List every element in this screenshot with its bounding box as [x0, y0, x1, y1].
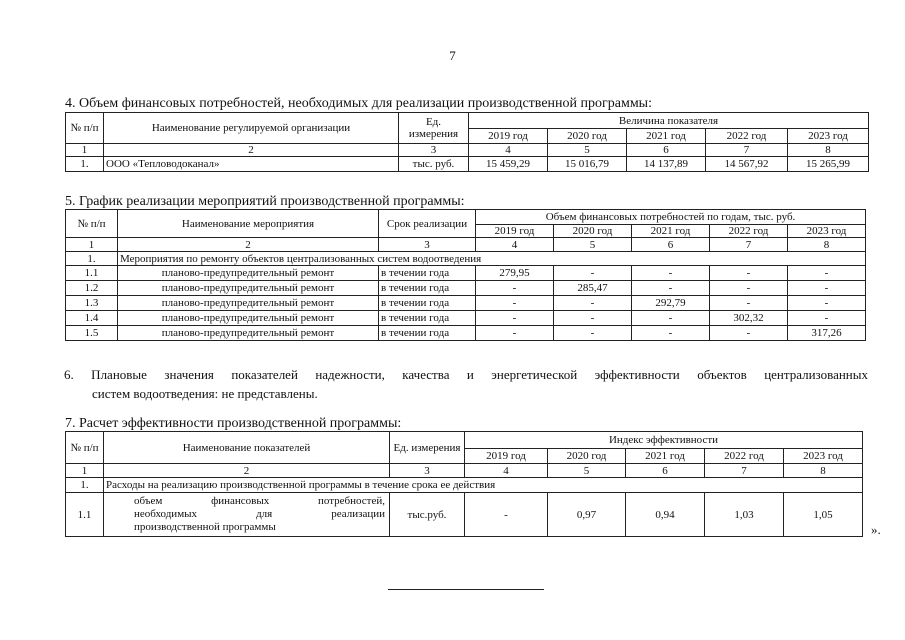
s7-row-value: 0,94 [626, 493, 705, 537]
s7-group-no: 1. [66, 478, 104, 493]
section5-heading: 5. График реализации мероприятий производственной программы: [65, 194, 465, 209]
section6-line1: 6. Плановые значения показателей надежности, качества и энергетической эффективности объектов централизованных [64, 367, 868, 382]
s7-col-group: Индекс эффективности [465, 432, 863, 449]
section7-table [65, 431, 863, 537]
s7-index-cell: 5 [548, 464, 626, 478]
section5-table [65, 209, 866, 341]
closing-quote-mark: ». [871, 522, 881, 537]
s4-index-cell: 8 [788, 144, 869, 157]
s4-index-cell: 4 [469, 144, 548, 157]
s7-col-name: Наименование показателей [104, 432, 390, 464]
s7-row-value: - [465, 493, 548, 537]
s4-year: 2020 год [548, 129, 627, 144]
s7-index-cell: 1 [66, 464, 104, 478]
s5-group-no: 1. [66, 252, 118, 266]
s7-index-cell: 3 [390, 464, 465, 478]
s5-row-term: в течении года [379, 296, 476, 311]
s7-row-unit: тыс.руб. [390, 493, 465, 537]
s7-row-name [104, 493, 390, 537]
s5-col-name: Наименование мероприятия [118, 210, 379, 238]
s7-index-cell: 2 [104, 464, 390, 478]
s5-row-value: - [788, 281, 866, 296]
s5-row-value: - [554, 326, 632, 341]
s5-row-value: 279,95 [476, 266, 554, 281]
s5-year: 2019 год [476, 225, 554, 238]
s5-index-cell: 2 [118, 238, 379, 252]
s4-row-no: 1. [66, 157, 104, 172]
s4-year: 2022 год [706, 129, 788, 144]
s5-row-name: планово-предупредительный ремонт [118, 311, 379, 326]
table-row [66, 296, 866, 311]
s4-year: 2021 год [627, 129, 706, 144]
s5-row-value: 292,79 [632, 296, 710, 311]
s4-index-cell: 3 [399, 144, 469, 157]
s5-row-no: 1.4 [66, 311, 118, 326]
s5-row-value: - [710, 266, 788, 281]
s5-row-value: 285,47 [554, 281, 632, 296]
s7-row-name-line: необходимых для реализации [134, 508, 385, 520]
table-row [66, 266, 866, 281]
footnote-separator [388, 589, 544, 590]
s5-year: 2020 год [554, 225, 632, 238]
s7-row-value: 1,05 [784, 493, 863, 537]
s4-col-no: № п/п [66, 113, 104, 144]
s7-col-no: № п/п [66, 432, 104, 464]
table-row [66, 493, 863, 537]
s7-year: 2019 год [465, 449, 548, 464]
s7-col-unit: Ед. измерения [390, 432, 465, 464]
s7-group-text: Расходы на реализацию производственной программы в течение срока ее действия [104, 478, 863, 493]
s4-year: 2023 год [788, 129, 869, 144]
s4-index-cell: 1 [66, 144, 104, 157]
s5-row-no: 1.2 [66, 281, 118, 296]
s7-year: 2020 год [548, 449, 626, 464]
s4-index-cell: 7 [706, 144, 788, 157]
s5-col-group: Объем финансовых потребностей по годам, тыс. руб. [476, 210, 866, 225]
s7-index-cell: 4 [465, 464, 548, 478]
s5-row-term: в течении года [379, 326, 476, 341]
s7-year: 2021 год [626, 449, 705, 464]
s5-row-no: 1.3 [66, 296, 118, 311]
s5-row-value: - [632, 326, 710, 341]
s4-col-unit: Ед. измерения [399, 113, 469, 144]
s7-row-name-line: производственной программы [134, 521, 276, 533]
s5-row-name: планово-предупредительный ремонт [118, 326, 379, 341]
s5-index-cell: 3 [379, 238, 476, 252]
s5-row-value: - [710, 326, 788, 341]
s7-year: 2023 год [784, 449, 863, 464]
s5-index-cell: 5 [554, 238, 632, 252]
s7-row-value: 0,97 [548, 493, 626, 537]
s5-row-value: 302,32 [710, 311, 788, 326]
s5-index-cell: 1 [66, 238, 118, 252]
page-number: 7 [449, 48, 456, 63]
s5-index-cell: 6 [632, 238, 710, 252]
s7-index-cell: 8 [784, 464, 863, 478]
s5-row-value: 317,26 [788, 326, 866, 341]
s5-col-term: Срок реализации [379, 210, 476, 238]
s4-row-value: 14 567,92 [706, 157, 788, 172]
s5-row-value: - [476, 311, 554, 326]
s5-row-name: планово-предупредительный ремонт [118, 281, 379, 296]
s5-row-value: - [710, 281, 788, 296]
s4-index-cell: 6 [627, 144, 706, 157]
s4-row-unit: тыс. руб. [399, 157, 469, 172]
s5-row-no: 1.1 [66, 266, 118, 281]
s5-index-cell: 4 [476, 238, 554, 252]
s5-row-value: - [632, 266, 710, 281]
s5-group-text: Мероприятия по ремонту объектов централизованных систем водоотведения [118, 252, 866, 266]
s5-row-term: в течении года [379, 281, 476, 296]
s5-row-value: - [476, 326, 554, 341]
s5-row-value: - [788, 296, 866, 311]
s5-row-term: в течении года [379, 311, 476, 326]
s4-row-value: 14 137,89 [627, 157, 706, 172]
table-row [66, 157, 869, 172]
s4-year: 2019 год [469, 129, 548, 144]
table-row [66, 311, 866, 326]
s7-index-cell: 6 [626, 464, 705, 478]
s5-row-value: - [632, 311, 710, 326]
s5-row-no: 1.5 [66, 326, 118, 341]
section6-paragraph [64, 365, 868, 403]
s5-row-value: - [554, 266, 632, 281]
section6-line2: систем водоотведения: не представлены. [92, 386, 318, 401]
s5-year: 2021 год [632, 225, 710, 238]
s4-col-name: Наименование регулируемой организации [104, 113, 399, 144]
s5-row-value: - [554, 311, 632, 326]
s7-year: 2022 год [705, 449, 784, 464]
s5-row-value: - [476, 296, 554, 311]
s5-col-no: № п/п [66, 210, 118, 238]
s5-row-value: - [632, 281, 710, 296]
s7-row-value: 1,03 [705, 493, 784, 537]
s5-year: 2023 год [788, 225, 866, 238]
s7-row-name-line: объем финансовых потребностей, [134, 495, 385, 507]
s4-row-value: 15 459,29 [469, 157, 548, 172]
s5-row-value: - [710, 296, 788, 311]
s5-index-cell: 7 [710, 238, 788, 252]
s7-index-cell: 7 [705, 464, 784, 478]
section7-heading: 7. Расчет эффективности производственной программы: [65, 416, 402, 431]
s5-row-value: - [554, 296, 632, 311]
s5-row-value: - [788, 266, 866, 281]
s5-row-value: - [476, 281, 554, 296]
section4-table [65, 112, 869, 172]
s4-index-cell: 5 [548, 144, 627, 157]
section4-heading: 4. Объем финансовых потребностей, необходимых для реализации производственной программы: [65, 96, 652, 111]
s5-row-name: планово-предупредительный ремонт [118, 266, 379, 281]
s5-row-name: планово-предупредительный ремонт [118, 296, 379, 311]
s5-row-value: - [788, 311, 866, 326]
s4-index-cell: 2 [104, 144, 399, 157]
table-row [66, 281, 866, 296]
table-row [66, 326, 866, 341]
s4-row-name: ООО «Тепловодоканал» [104, 157, 399, 172]
s7-row-no: 1.1 [66, 493, 104, 537]
s5-year: 2022 год [710, 225, 788, 238]
s4-row-value: 15 265,99 [788, 157, 869, 172]
s5-row-term: в течении года [379, 266, 476, 281]
s4-col-value-group: Величина показателя [469, 113, 869, 129]
s4-row-value: 15 016,79 [548, 157, 627, 172]
s5-index-cell: 8 [788, 238, 866, 252]
